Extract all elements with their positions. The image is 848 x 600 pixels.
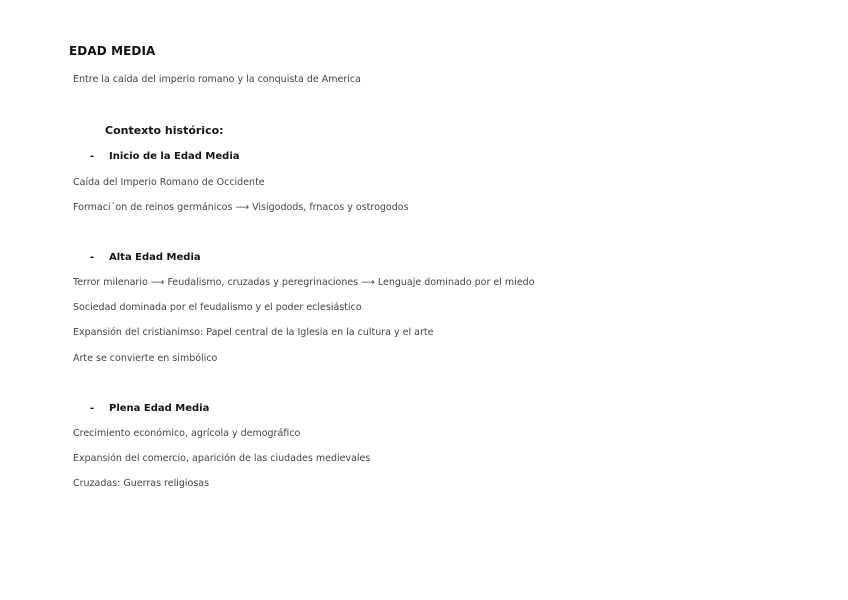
- section-heading-plena: [90, 403, 209, 414]
- section-heading-inicio: [90, 151, 240, 162]
- list-item: Crecimiento económico, agrícola y demográfico: [73, 428, 301, 439]
- bullet-dash: -: [90, 403, 95, 414]
- list-item: Sociedad dominada por el feudalismo y el poder eclesiástico: [73, 302, 362, 313]
- bullet-dash: -: [90, 151, 95, 162]
- section-heading-label: Alta Edad Media: [109, 252, 201, 263]
- list-item: Terror milenario ⟶ Feudalismo, cruzadas y peregrinaciones ⟶ Lenguaje dominado por el miedo: [73, 277, 535, 288]
- list-item: Expansión del comercio, aparición de las ciudades medievales: [73, 453, 371, 464]
- list-item: Formaci´on de reinos germánicos ⟶ Visigodods, frnacos y ostrogodos: [73, 202, 409, 213]
- intro-text: Entre la caída del imperio romano y la conquista de America: [73, 74, 361, 85]
- list-item: Caída del Imperio Romano de Occidente: [73, 177, 265, 188]
- page-title: EDAD MEDIA: [69, 44, 156, 58]
- context-heading: Contexto histórico:: [105, 124, 224, 137]
- section-heading-label: Inicio de la Edad Media: [109, 151, 240, 162]
- list-item: Expansión del cristianimso: Papel central de la Iglesia en la cultura y el arte: [73, 327, 434, 338]
- list-item: Arte se convierte en simbólico: [73, 353, 218, 364]
- bullet-dash: -: [90, 252, 95, 263]
- list-item: Cruzadas: Guerras religiosas: [73, 478, 210, 489]
- section-heading-label: Plena Edad Media: [109, 403, 210, 414]
- section-heading-alta: [90, 252, 201, 263]
